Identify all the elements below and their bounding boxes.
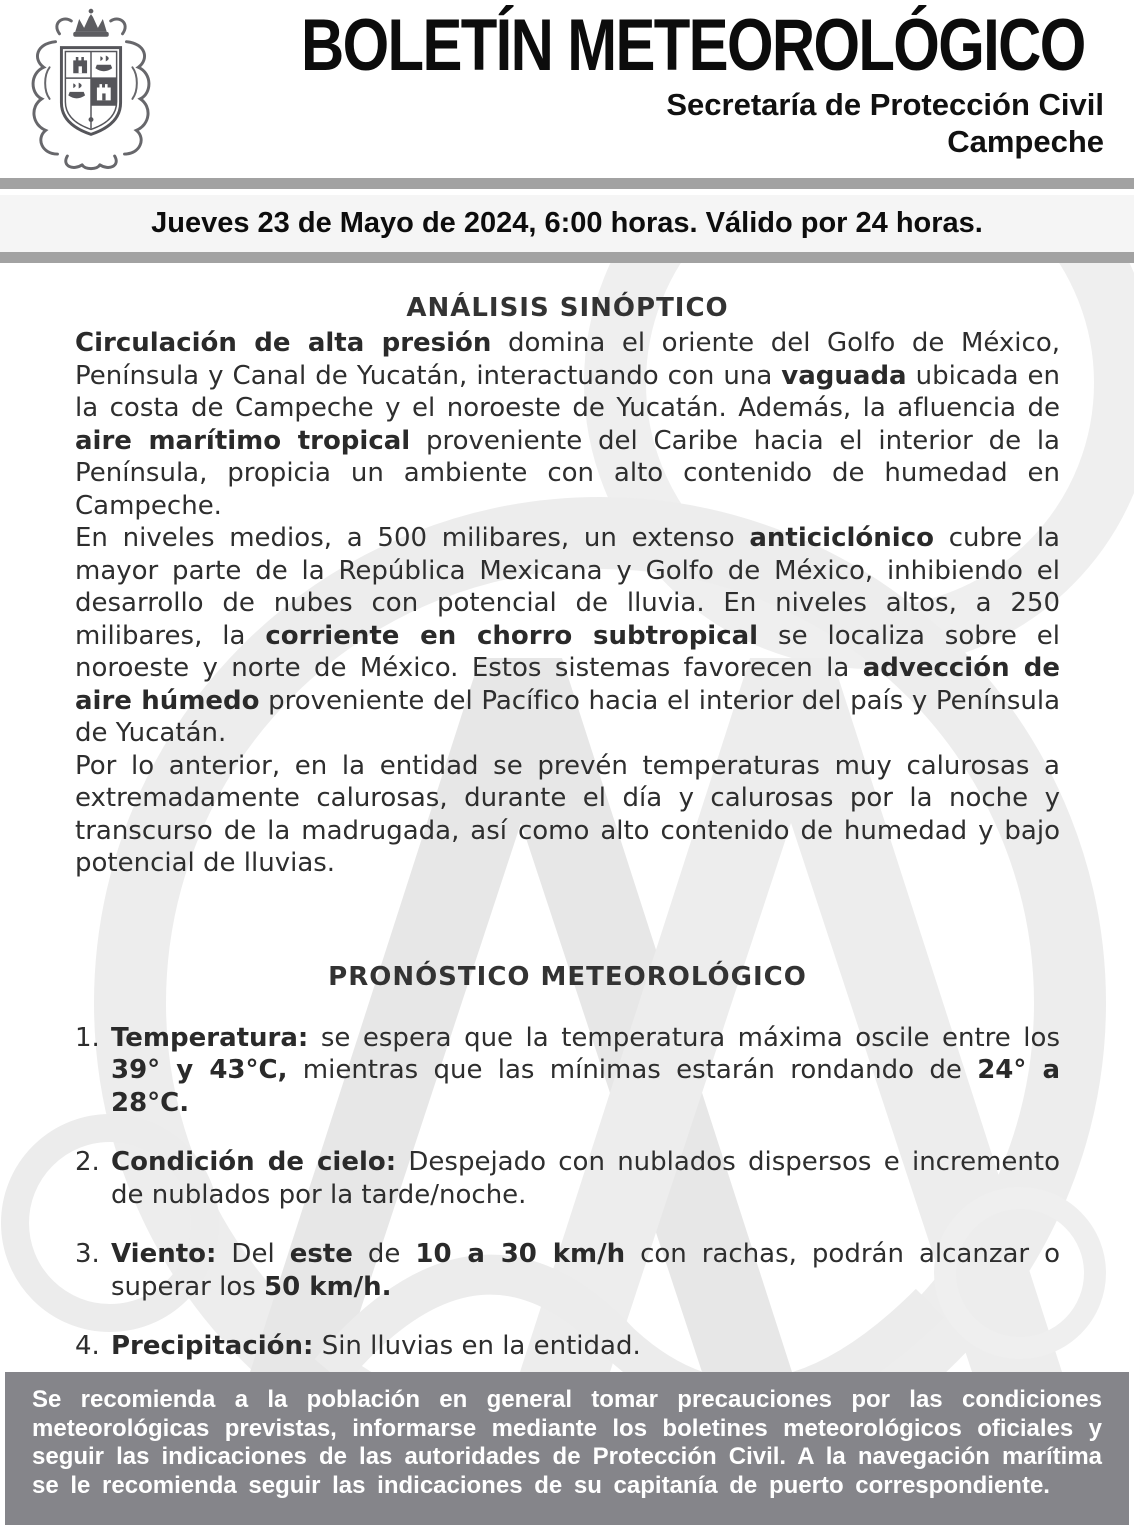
forecast-item: [75, 1146, 1060, 1211]
forecast-item-text: Precipitación: Sin lluvias en la entidad.: [111, 1331, 641, 1361]
analysis-paragraph: Circulación de alta presión domina el oriente del Golfo de México, Península y Canal de Yucatán, interactuando con una vaguada ubicada en la costa de Campeche y el noroeste de Yucatán. Además, la afluencia de aire marítimo tropical proveniente del Caribe hacia el interior de la Península, propicia un ambiente con alto contenido de humedad en Campeche.: [75, 328, 1061, 521]
forecast-item-number: 2.: [75, 1147, 100, 1177]
advisory-text: Se recomienda a la población en general tomar precauciones por las condiciones meteorológicas previstas, informarse mediante los boletines meteorológicos oficiales y seguir las indicaciones de las autoridades de Protección Civil. A la navegación marítima se le recomienda seguir las indicaciones de su capitanía de puerto correspondiente.: [32, 1386, 1102, 1499]
forecast-item: [75, 1238, 1060, 1303]
forecast-item: [75, 1022, 1060, 1120]
divider-bar-top: [0, 178, 1134, 189]
header: [0, 0, 1134, 178]
date-banner: [0, 195, 1134, 252]
forecast-item-text: Viento: Del este de 10 a 30 km/h con rachas, podrán alcanzar o superar los 50 km/h.: [111, 1239, 1060, 1302]
main-body: [0, 263, 1134, 1372]
forecast-item-text: Condición de cielo: Despejado con nublados dispersos e incremento de nublados por la tarde/noche.: [111, 1147, 1060, 1210]
analysis-paragraph: En niveles medios, a 500 milibares, un extenso anticiclónico cubre la mayor parte de la República Mexicana y Golfo de México, inhibiendo el desarrollo de nubes con potencial de lluvia. En niveles altos, a 250 milibares, la corriente en chorro subtropical se localiza sobre el noroeste y norte de México. Estos sistemas favorecen la advección de aire húmedo proveniente del Pacífico hacia el interior del país y Península de Yucatán.: [75, 523, 1061, 748]
forecast-item: [75, 1330, 1060, 1363]
analysis-paragraphs: [75, 327, 1060, 880]
page-title: BOLETÍN METEOROLÓGICO: [301, 5, 1085, 86]
forecast-item-number: 1.: [75, 1022, 100, 1053]
forecast-item-text: Temperatura: se espera que la temperatura máxima oscile entre los 39° y 43°C, mientras que las mínimas estarán rondando de 24° a 28°C.: [111, 1022, 1061, 1118]
advisory-box: [5, 1372, 1129, 1525]
date-banner-text: Jueves 23 de Mayo de 2024, 6:00 horas. Válido por 24 horas.: [151, 207, 983, 239]
forecast-list: [75, 1022, 1060, 1363]
forecast-item-number: 4.: [75, 1331, 100, 1361]
title-wrap: [215, 0, 1134, 86]
analysis-heading: ANÁLISIS SINÓPTICO: [406, 293, 729, 323]
header-org-name: Campeche: [947, 124, 1104, 159]
campeche-coat-of-arms-icon: [22, 6, 160, 172]
content: [0, 293, 1134, 1363]
forecast-heading: PRONÓSTICO METEOROLÓGICO: [328, 961, 807, 992]
header-subtitle: Secretaría de Protección Civil: [666, 87, 1104, 122]
analysis-paragraph: Por lo anterior, en la entidad se prevén temperaturas muy calurosas a extremadamente calurosas, durante el día y calurosas por la noche y transcurso de la madrugada, así como alto contenido de humedad y bajo potencial de lluvias.: [75, 750, 1060, 878]
divider-bar-bottom: [0, 252, 1134, 263]
forecast-item-number: 3.: [75, 1239, 100, 1269]
